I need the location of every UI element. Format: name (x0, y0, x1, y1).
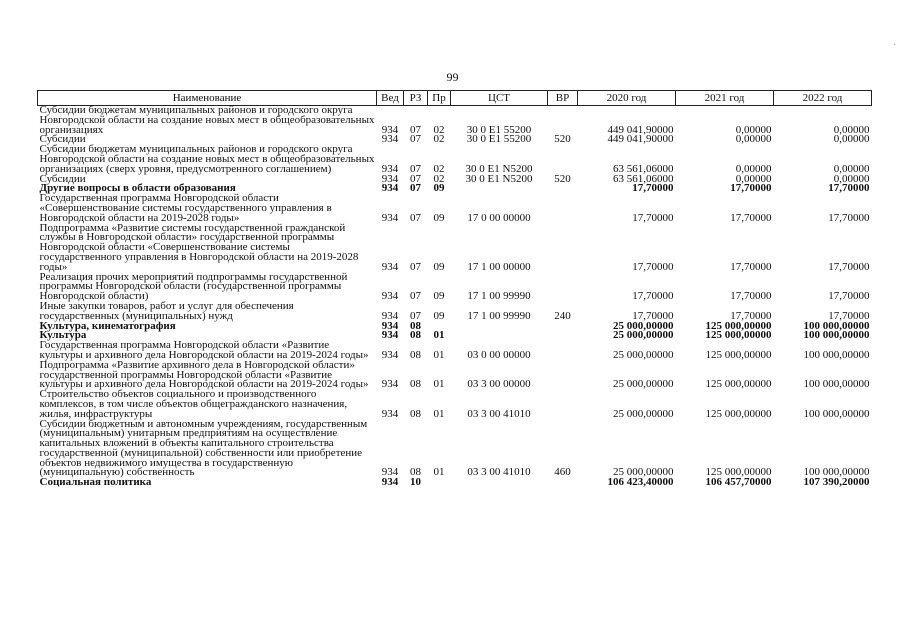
header-2020: 2020 год (578, 91, 676, 106)
cell-pr: 01 (433, 329, 445, 342)
cell-y2022: 17,70000 (828, 260, 870, 273)
cell-y2022: 100 000,00000 (803, 348, 870, 361)
cell-vr (548, 145, 578, 174)
cell-y2020: 17,70000 (632, 309, 674, 322)
scan-artifact: · (893, 40, 897, 51)
cell-pr: 01 (433, 348, 445, 361)
cell-y2022: 100 000,00000 (803, 329, 870, 342)
cell-y2022: 107 390,20000 (803, 476, 870, 489)
cell-vr: 460 (554, 466, 571, 479)
header-vr: ВР (548, 91, 578, 106)
cell-name: Культура, кинематография (39, 319, 176, 332)
cell-cst: 30 0 E1 55200 (466, 133, 532, 146)
cell-pr: 02 (433, 162, 445, 175)
table-row (38, 145, 872, 174)
cell-vr (548, 224, 578, 273)
cell-pr (428, 478, 451, 488)
cell-vr (548, 184, 578, 194)
cell-y2022: 0,00000 (833, 133, 870, 146)
cell-pr: 01 (433, 466, 445, 479)
cell-cst: 03 3 00 41010 (467, 466, 531, 479)
cell-vr (548, 390, 578, 419)
cell-y2020: 106 423,40000 (607, 476, 674, 489)
cell-rz: 08 (410, 348, 421, 361)
cell-rz: 08 (410, 407, 421, 420)
table-row (38, 478, 872, 488)
cell-cst (451, 184, 548, 194)
cell-y2022: 100 000,00000 (803, 407, 870, 420)
cell-pr: 01 (433, 407, 445, 420)
cell-rz: 07 (410, 211, 421, 224)
budget-table (37, 90, 872, 488)
cell-pr: 09 (433, 182, 445, 195)
header-ved: Вед (377, 91, 404, 106)
cell-y2020: 25 000,00000 (613, 348, 674, 361)
cell-name: Культура (39, 329, 87, 342)
cell-cst (451, 478, 548, 488)
cell-cst (451, 322, 548, 332)
table-row (38, 420, 872, 479)
cell-pr: 09 (433, 211, 445, 224)
header-2022: 2022 год (774, 91, 872, 106)
cell-cst: 03 0 00 00000 (467, 348, 531, 361)
cell-cst: 17 1 00 00000 (467, 260, 531, 273)
cell-y2020: 17,70000 (632, 182, 674, 195)
cell-y2021: 125 000,00000 (705, 319, 772, 332)
cell-y2022: 100 000,00000 (803, 466, 870, 479)
table-row (38, 390, 872, 419)
header-2021: 2021 год (676, 91, 774, 106)
cell-name: Субсидии бюджетам муниципальных районов и городского округа Новгородской области на создание новых мест в общеобразовательных организациях (сверх уровня, предусмотренного соглашением) (39, 143, 375, 175)
cell-rz: 08 (410, 378, 421, 391)
cell-vr (548, 361, 578, 390)
cell-y2021: 17,70000 (730, 260, 772, 273)
cell-rz: 08 (410, 319, 421, 332)
cell-name: Другие вопросы в области образования (39, 182, 236, 195)
cell-cst: 17 0 00 00000 (467, 211, 531, 224)
cell-ved: 934 (381, 309, 399, 322)
cell-ved: 934 (381, 348, 399, 361)
cell-y2022: 17,70000 (828, 211, 870, 224)
cell-y2020: 17,70000 (632, 211, 674, 224)
cell-y2021: 0,00000 (735, 123, 772, 136)
cell-y2022: 100 000,00000 (803, 319, 870, 332)
cell-y2020: 17,70000 (632, 290, 674, 303)
cell-y2022: 17,70000 (828, 290, 870, 303)
cell-y2021: 0,00000 (735, 133, 772, 146)
cell-name: Подпрограмма «Развитие системы государственной гражданской службы в Новгородской области» государственной программы Новгородской области «Совершенствование системы государственного управления в Новгородской области на 2019-2028 годы» (39, 221, 359, 273)
cell-ved: 934 (381, 162, 399, 175)
cell-y2022: 0,00000 (833, 123, 870, 136)
cell-y2021: 17,70000 (730, 211, 772, 224)
cell-ved: 934 (381, 182, 399, 195)
cell-ved: 934 (381, 290, 399, 303)
cell-pr: 09 (433, 260, 445, 273)
cell-name: Социальная политика (39, 476, 152, 489)
cell-ved: 934 (381, 172, 399, 185)
cell-cst: 30 0 E1 N5200 (465, 162, 533, 175)
cell-rz: 07 (410, 133, 421, 146)
cell-name: Субсидии (39, 133, 86, 146)
cell-ved: 934 (381, 378, 399, 391)
table-row (38, 224, 872, 273)
cell-vr (548, 341, 578, 361)
cell-y2022: 0,00000 (833, 172, 870, 185)
cell-vr (548, 194, 578, 223)
cell-pr: 09 (433, 309, 445, 322)
cell-vr: 240 (554, 309, 571, 322)
cell-name: Государственная программа Новгородской области «Совершенствование системы государственного управления в Новгородской области на 2019-2028 годы» (39, 192, 332, 224)
cell-ved: 934 (381, 260, 399, 273)
cell-pr: 01 (433, 378, 445, 391)
cell-rz: 08 (410, 466, 421, 479)
cell-y2020: 449 041,90000 (607, 123, 674, 136)
table-row (38, 106, 872, 136)
cell-y2020: 17,70000 (632, 260, 674, 273)
cell-name: Субсидии (39, 172, 86, 185)
cell-vr (548, 273, 578, 302)
cell-ved: 934 (381, 476, 399, 489)
cell-name: Государственная программа Новгородской области «Развитие культуры и архивного дела Новгородской области на 2019-2024 годы» (39, 339, 369, 361)
cell-rz: 07 (410, 290, 421, 303)
cell-vr (548, 478, 578, 488)
cell-vr: 520 (554, 133, 571, 146)
cell-y2022: 17,70000 (828, 182, 870, 195)
cell-y2022: 17,70000 (828, 309, 870, 322)
cell-name: Субсидии бюджетам муниципальных районов и городского округа Новгородской области на создание новых мест в общеобразовательных организациях (39, 104, 375, 136)
cell-name: Реализация прочих мероприятий подпрограммы государственной программы Новгородской области (государственной программы Новгородской области) (39, 270, 348, 303)
table-row (38, 302, 872, 322)
cell-ved: 934 (381, 329, 399, 342)
cell-y2020: 63 561,06000 (613, 172, 674, 185)
cell-name: Подпрограмма «Развитие архивного дела в Новгородской области» государственной программы Новгородской области «Развитие культуры и архивного дела Новгородской области на 2019-2024 годы» (39, 358, 369, 391)
cell-rz: 07 (410, 260, 421, 273)
table-row (38, 341, 872, 361)
cell-cst: 03 3 00 00000 (467, 378, 531, 391)
header-rz: РЗ (404, 91, 428, 106)
cell-ved: 934 (381, 466, 399, 479)
cell-y2021: 125 000,00000 (705, 378, 772, 391)
header-name: Наименование (38, 91, 377, 106)
cell-rz: 07 (410, 123, 421, 136)
cell-ved: 934 (381, 133, 399, 146)
cell-y2021: 106 457,70000 (705, 476, 772, 489)
table-body (38, 106, 872, 489)
header-cst: ЦСТ (451, 91, 548, 106)
header-pr: Пр (428, 91, 451, 106)
cell-y2020: 25 000,00000 (613, 466, 674, 479)
cell-vr (548, 331, 578, 341)
cell-y2020: 25 000,00000 (613, 319, 674, 332)
cell-y2021: 17,70000 (730, 290, 772, 303)
cell-vr (548, 322, 578, 332)
cell-vr (548, 106, 578, 136)
cell-cst: 17 1 00 99990 (467, 309, 531, 322)
cell-rz: 07 (410, 309, 421, 322)
cell-name: Иные закупки товаров, работ и услуг для обеспечения государственных (муниципальных) нужд (39, 299, 294, 322)
cell-rz: 07 (410, 182, 421, 195)
cell-rz: 08 (410, 329, 421, 342)
cell-y2021: 0,00000 (735, 172, 772, 185)
cell-pr: 02 (433, 133, 445, 146)
cell-y2021: 125 000,00000 (705, 466, 772, 479)
cell-y2022: 0,00000 (833, 162, 870, 175)
page-number: 99 (446, 70, 459, 84)
cell-cst: 30 0 E1 55200 (466, 123, 532, 136)
cell-cst: 30 0 E1 N5200 (465, 172, 533, 185)
table-row (38, 361, 872, 390)
cell-cst (451, 331, 548, 341)
cell-ved: 934 (381, 407, 399, 420)
cell-ved: 934 (381, 211, 399, 224)
cell-y2021: 17,70000 (730, 309, 772, 322)
cell-name: Субсидии бюджетным и автономным учреждениям, государственным (муниципальным) унитарным предприятиям на осуществление капитальных вложений в объекты капитального строительства государственной (муниципальной) собственности или приобретение объектов недвижимого имущества в государственную (муниципальную) собственность (39, 417, 368, 479)
cell-y2021: 17,70000 (730, 182, 772, 195)
cell-rz: 07 (410, 162, 421, 175)
cell-y2020: 25 000,00000 (613, 378, 674, 391)
cell-rz: 07 (410, 172, 421, 185)
cell-pr: 09 (433, 290, 445, 303)
cell-rz: 10 (410, 476, 421, 489)
cell-y2021: 0,00000 (735, 162, 772, 175)
cell-pr: 02 (433, 172, 445, 185)
cell-ved: 934 (381, 123, 399, 136)
cell-y2020: 25 000,00000 (613, 407, 674, 420)
cell-y2021: 125 000,00000 (705, 407, 772, 420)
cell-y2020: 449 041,90000 (607, 133, 674, 146)
table-row (38, 194, 872, 223)
cell-pr: 02 (433, 123, 445, 136)
cell-y2020: 25 000,00000 (613, 329, 674, 342)
table-row (38, 273, 872, 302)
cell-cst: 17 1 00 99990 (467, 290, 531, 303)
cell-y2021: 125 000,00000 (705, 348, 772, 361)
cell-y2020: 63 561,06000 (613, 162, 674, 175)
cell-y2022: 100 000,00000 (803, 378, 870, 391)
cell-name: Строительство объектов социального и производственного комплексов, в том числе объектов общегражданского назначения, жилья, инфраструктуры (39, 388, 348, 420)
cell-vr: 520 (554, 172, 571, 185)
cell-y2021: 125 000,00000 (705, 329, 772, 342)
cell-cst: 03 3 00 41010 (467, 407, 531, 420)
cell-ved: 934 (381, 319, 399, 332)
